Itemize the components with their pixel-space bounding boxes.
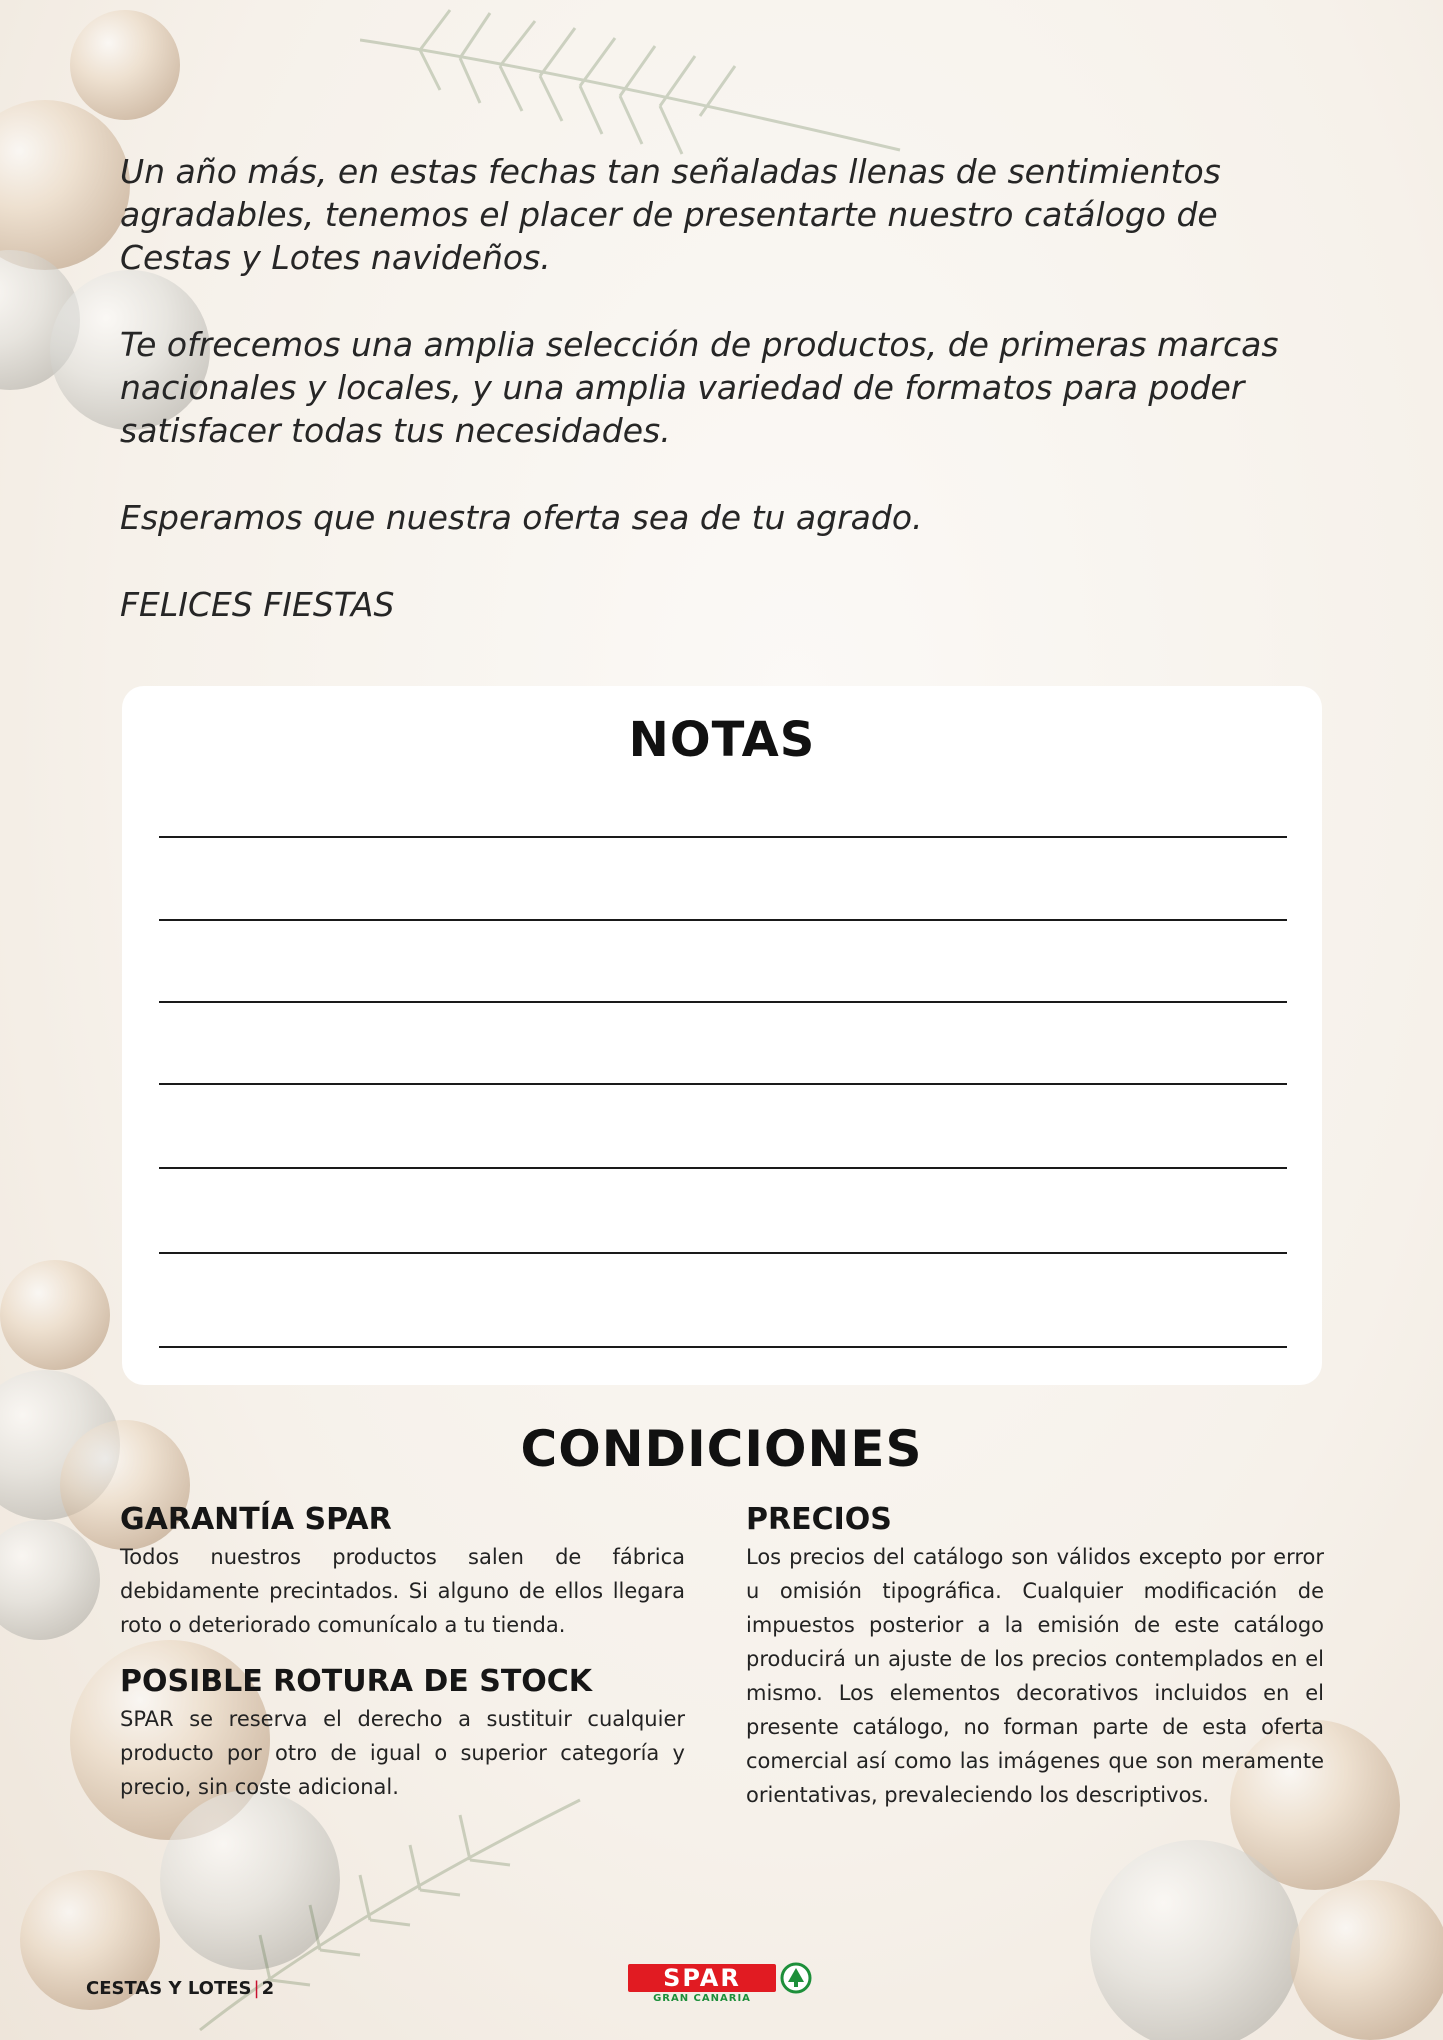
ornament-ball bbox=[1090, 1840, 1300, 2040]
condition-block bbox=[120, 1502, 685, 1642]
note-writing-line bbox=[159, 836, 1287, 838]
spar-logo bbox=[628, 1960, 818, 2008]
footer-page-label bbox=[86, 1978, 274, 1999]
note-writing-line bbox=[159, 1346, 1287, 1348]
intro-paragraph: Te ofrecemos una amplia selección de productos, de primeras marcas nacionales y locales, y una amplia variedad de formatos para poder satisfacer todas tus necesidades. bbox=[120, 325, 1279, 450]
intro-paragraph: Esperamos que nuestra oferta sea de tu agrado. bbox=[120, 498, 923, 537]
condition-text: SPAR se reserva el derecho a sustituir cualquier producto por otro de igual o superior categoría y precio, sin coste adicional. bbox=[120, 1707, 685, 1799]
intro-text bbox=[120, 150, 1320, 670]
greeting: FELICES FIESTAS bbox=[120, 585, 395, 624]
footer-separator: | bbox=[253, 1978, 260, 1999]
note-writing-line bbox=[159, 919, 1287, 921]
ornament-ball bbox=[1290, 1880, 1443, 2040]
note-writing-line bbox=[159, 1083, 1287, 1085]
spar-tree-icon bbox=[780, 1962, 812, 1994]
conditions-left-column bbox=[120, 1502, 685, 1804]
condition-heading: POSIBLE ROTURA DE STOCK bbox=[120, 1664, 593, 1699]
conditions-right-column bbox=[746, 1502, 1324, 1812]
condition-text: Todos nuestros productos salen de fábrica debidamente precintados. Si alguno de ellos llegara roto o deteriorado comunícalo a tu tienda. bbox=[120, 1545, 685, 1637]
page-number: 2 bbox=[261, 1978, 275, 1999]
ornament-ball bbox=[70, 10, 180, 120]
note-writing-line bbox=[159, 1252, 1287, 1254]
note-writing-line bbox=[159, 1001, 1287, 1003]
condition-heading: PRECIOS bbox=[746, 1502, 892, 1537]
condition-block bbox=[746, 1502, 1324, 1812]
notes-card bbox=[122, 686, 1322, 1385]
condition-text: Los precios del catálogo son válidos excepto por error u omisión tipográfica. Cualquier modificación de impuestos posterior a la emisión de este catálogo producirá un ajuste de los precios contemplados en el mismo. Los elementos decorativos incluidos en el presente catálogo, no forman parte de esta oferta comercial así como las imágenes que son meramente orientativas, prevaleciendo los descriptivos. bbox=[746, 1545, 1324, 1807]
ornament-ball bbox=[0, 1260, 110, 1370]
footer-section: CESTAS Y LOTES bbox=[86, 1978, 252, 1999]
conditions-title: CONDICIONES bbox=[520, 1420, 923, 1478]
condition-heading: GARANTÍA SPAR bbox=[120, 1502, 392, 1537]
logo-subtext: GRAN CANARIA bbox=[653, 1993, 751, 2004]
pine-branch-decoration bbox=[180, 1780, 600, 2040]
condition-block bbox=[120, 1664, 685, 1804]
note-writing-line bbox=[159, 1167, 1287, 1169]
notes-title: NOTAS bbox=[628, 712, 816, 768]
logo-wordmark: SPAR bbox=[663, 1964, 741, 1992]
intro-paragraph: Un año más, en estas fechas tan señaladas llenas de sentimientos agradables, tenemos el placer de presentarte nuestro catálogo de Cestas y Lotes navideños. bbox=[120, 152, 1221, 277]
pine-branch-decoration bbox=[360, 0, 920, 170]
